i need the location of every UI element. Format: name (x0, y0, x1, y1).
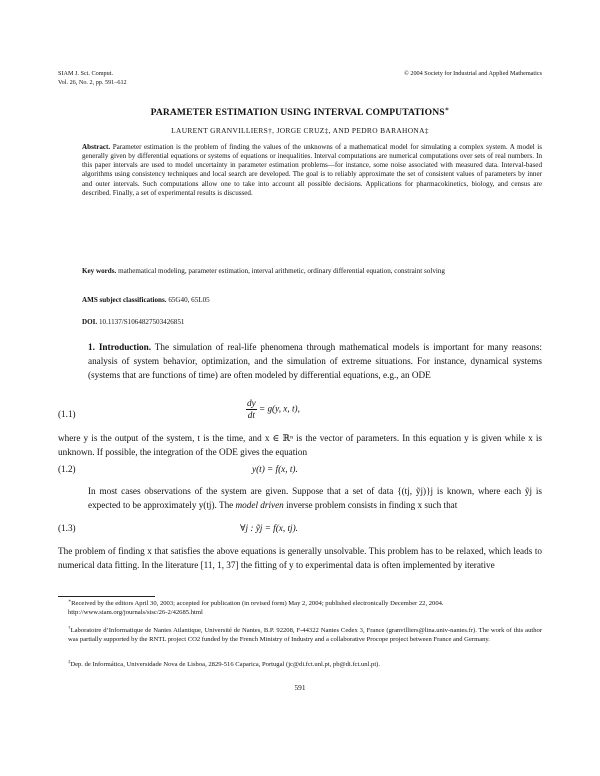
equation-1-2-label: (1.2) (58, 464, 76, 474)
equation-1-1-label: (1.1) (58, 409, 76, 419)
equation-1-1-rhs: = g(y, x, t), (258, 403, 300, 414)
paragraph-4: The problem of finding x that satisfies the above equations is generally unsolvable. This problem has to be relaxed, which leads to numerical data fitting. In the literature [11, 1, 37] the fitting of y to experimental data is often implemented by iterative (58, 546, 542, 571)
doi-label: DOI. (82, 318, 98, 326)
paragraph-3-text-a: In most cases observations of the system are given. Suppose that a set of data {(tj, ỹj)}j is known, where each ỹj is expected to be approximately y(tj). The (88, 486, 542, 511)
ams-label: AMS subject classifications. (82, 296, 167, 304)
paragraph-2: where y is the output of the system, t is the time, and x ∈ ℝⁿ is the vector of parameters. In this equation y is given while x is unknown. If possible, the integration of the ODE gives the equation (58, 433, 542, 458)
footnote-3 (58, 658, 542, 670)
abstract-label: Abstract. (82, 143, 111, 151)
footnote-3-text: Dep. de Informática, Universidade Nova de Lisboa, 2829-516 Caparica, Portugal (jc@di.fct.unl.pt, pb@di.fct.unl.pt). (70, 661, 381, 668)
intro-text: The simulation of real-life phenomena through mathematical models is important for many reasons: analysis of system behavior, optimization, and the simulation of extreme situations. For instance, dynamical systems (systems that are functions of time) are often modeled by differential equations, e.g., an ODE (88, 342, 542, 381)
keywords (58, 267, 542, 276)
equation-1-3-label: (1.3) (58, 523, 76, 533)
paragraph-3-text-b: inverse problem consists in finding x such that (286, 500, 458, 511)
abstract-text: Parameter estimation is the problem of finding the values of the unknowns of a mathematical model for simulating a complex system. A model is generally given by differential equations or systems of equations or inequalities. Interval computations are numerical computations over sets of real numbers. In this paper intervals are used to model uncertainty in parameter estimation problems—for instance, some noise associated with measured data. Interval-based algorithms using consistency techniques and local search are developed. The goal is to reliably approximate the set of consistent values of parameters by inner and outer intervals. Such computations allow one to take into account all possible decisions. Applications for pharmacokinetics, biology, and census are described. Finally, a set of experimental results is discussed. (82, 143, 542, 197)
introduction-paragraph (58, 340, 542, 383)
ams-text: 65G40, 65L05 (168, 296, 210, 304)
footnote-3-mark: ‡ (68, 658, 71, 664)
footnote-2 (58, 624, 542, 644)
paper-title (58, 107, 542, 118)
equation-1-1 (246, 398, 300, 421)
page-number: 591 (294, 683, 306, 692)
footnote-rule (58, 596, 155, 597)
footnote-1 (58, 597, 542, 617)
keywords-text: mathematical modeling, parameter estimation, interval arithmetic, ordinary differential equation, constraint solving (118, 267, 445, 275)
footnote-2-mark: † (68, 624, 71, 630)
title-footnote-mark: ∗ (444, 105, 450, 113)
derivative-fraction (246, 398, 257, 421)
ams-classifications (82, 296, 542, 304)
paper-title-text: PARAMETER ESTIMATION USING INTERVAL COMPUTATIONS (150, 107, 445, 118)
model-driven-term: model driven (235, 500, 284, 511)
journal-header (58, 70, 258, 87)
doi-text: 10.1137/S1064827503426851 (98, 318, 185, 326)
fraction-denominator: dt (247, 410, 255, 420)
paragraph-3 (58, 484, 542, 512)
author-list: LAURENT GRANVILLIERS†, JORGE CRUZ‡, AND PEDRO BARAHONA‡ (171, 126, 429, 135)
footnote-1-mark: ∗ (68, 597, 72, 603)
footnote-1-text: Received by the editors April 30, 2003; accepted for publication (in revised form) May 2, 2004; published electronically December 22, 2004. (71, 600, 444, 607)
equation-1-2: y(t) = f(x, t). (252, 464, 298, 474)
journal-name: SIAM J. Sci. Comput. (58, 70, 114, 77)
footnote-1-url[interactable]: http://www.siam.org/journals/sisc/26-2/42685.html (68, 608, 203, 616)
copyright-notice: © 2004 Society for Industrial and Applied Mathematics (404, 70, 542, 77)
doi (82, 318, 542, 326)
journal-volume: Vol. 26, No. 2, pp. 591–612 (58, 78, 127, 86)
abstract (58, 143, 542, 198)
keywords-label: Key words. (82, 267, 117, 275)
fraction-numerator: dy (247, 398, 256, 408)
equation-1-3: ∀j : ỹj = f(x, tj). (240, 523, 298, 533)
section-heading: 1. Introduction. (88, 342, 151, 352)
footnote-2-text: Laboratoire d’Informatique de Nantes Atlantique, Université de Nantes, B.P. 92208, F-44322 Nantes Cedex 3, France (granvilliers@lina.univ-nantes.fr). The work of this author was partially supported by the RNTL project CO2 funded by the French Ministry of Industry and a collaborative Procope project between France and Germany. (68, 627, 542, 643)
